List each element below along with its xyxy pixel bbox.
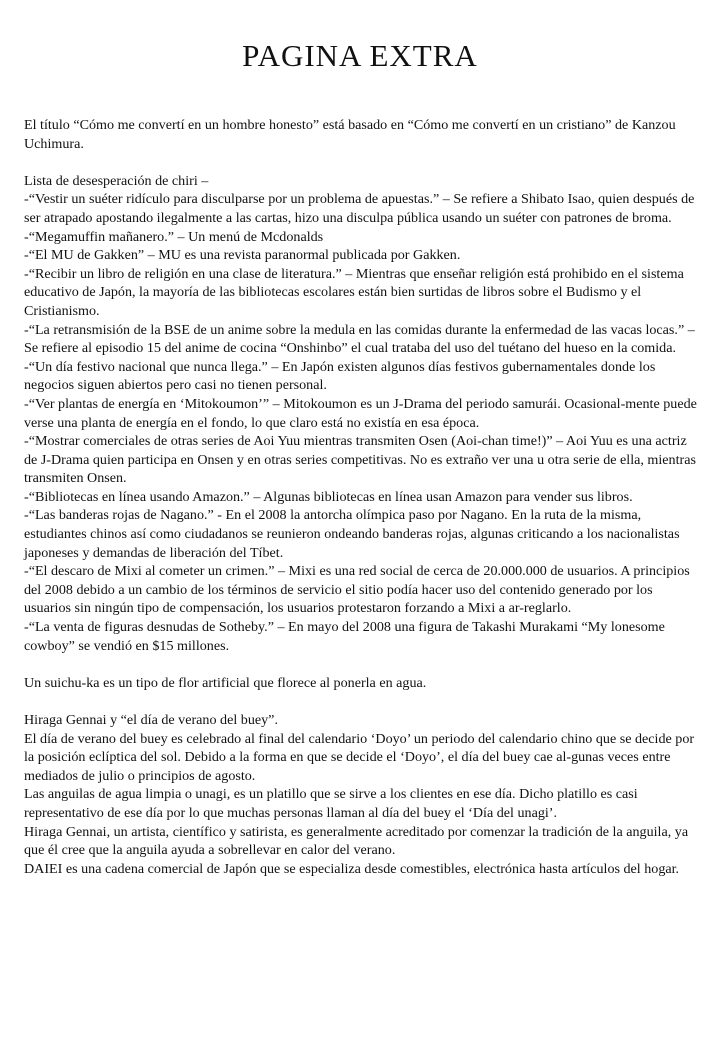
list-item: -“Las banderas rojas de Nagano.” - En el 2008 la antorcha olímpica paso por Nagano. En la ruta de la misma, estudiantes chinos así como ciudadanos se reunieron ondeando banderas rojas, algunas criticando a los nacionalistas japoneses y demandas de liberación del Tíbet. [24,507,680,561]
text-line: Las anguilas de agua limpia o unagi, es un platillo que se sirve a los clientes en ese día. Dicho platillo es casi representativo de ese día por lo que muchas personas llaman al día del buey el ‘Día del unagi’. [24,786,638,821]
paragraph-despair-list [24,172,700,655]
list-heading: Lista de desesperación de chiri – [24,172,209,189]
page-title: PAGINA EXTRA [242,38,478,73]
list-item: -“Bibliotecas en línea usando Amazon.” – Algunas bibliotecas en línea usan Amazon para vender sus libros. [24,488,633,505]
list-item: -“Mostrar comerciales de otras series de Aoi Yuu mientras transmiten Osen (Aoi-chan time!)” – Aoi Yuu es una actriz de J-Drama quien participa en Onsen y en otras series competitivas. No es extraño ver una u otra serie de ella, mientras transmiten Onsen. [24,433,696,487]
list-item: -“Megamuffin mañanero.” – Un menú de Mcdonalds [24,228,324,245]
text-line: DAIEI es una cadena comercial de Japón que se especializa desde comestibles, electrónica hasta artículos del hogar. [24,860,680,877]
text-line: El día de verano del buey es celebrado al final del calendario ‘Doyo’ un periodo del calendario chino que se decide por la posición eclíptica del sol. Debido a la forma en que se decide el ‘Doyo’, el día del buey cae al-gunas veces entre mediados de julio o principios de agosto. [24,730,695,784]
list-item: -“Un día festivo nacional que nunca llega.” – En Japón existen algunos días festivos gubernamentales donde los negocios siguen abiertos pero casi no tienen personal. [24,358,656,394]
document-body [24,116,700,897]
list-item: -“La venta de figuras desnudas de Sotheby.” – En mayo del 2008 una figura de Takashi Murakami “My lonesome cowboy” se vendió en $15 millones. [24,619,665,654]
paragraph-suichu-ka [24,674,700,693]
list-item: -“La retransmisión de la BSE de un anime sobre la medula en las comidas durante la enfermedad de las vacas locas.” – Se refiere al episodio 15 del anime de cocina “Onshinbo” el cual trataba del uso del tuétano del hueso en la comida. [24,321,695,357]
paragraph-hiraga-gennai [24,711,700,878]
section-heading: Hiraga Gennai y “el día de verano del buey”. [24,712,278,728]
list-item: -“Ver plantas de energía en ‘Mitokoumon’” – Mitokoumon es un J-Drama del periodo samurái. Ocasional-mente puede verse una planta de energía en el fondo, lo que claro está no existía en esa época. [24,395,697,431]
text-line: Un suichu-ka es un tipo de flor artificial que florece al ponerla en agua. [24,674,427,691]
text-line: El título “Cómo me convertí en un hombre honesto” está basado en “Cómo me convertí en un cristiano” de Kanzou Uchimura. [24,117,676,152]
list-item: -“El MU de Gakken” – MU es una revista paranormal publicada por Gakken. [24,247,461,264]
list-item: -“Vestir un suéter ridículo para disculparse por un problema de apuestas.” – Se refiere a Shibato Isao, quien después de ser atrapado apostando ilegalmente a las cartas, hizo una disculpa pública usando un suéter con patrones de broma. [24,191,695,226]
paragraph-intro [24,116,700,153]
list-item: -“El descaro de Mixi al cometer un crimen.” – Mixi es una red social de cerca de 20.000.000 de usuarios. A principios del 2008 debido a un cambio de los términos de servicio el sitio podía hacer uso del contenido generado por los usuarios sin ningún tipo de compensación, los usuarios protestaron forzando a Mixi a ar-reglarlo. [24,563,690,617]
text-line: Hiraga Gennai, un artista, científico y satirista, es generalmente acreditado por comenzar la tradición de la anguila, ya que él cree que la anguila ayuda a sobrellevar en calor del verano. [24,823,689,859]
list-item: -“Recibir un libro de religión en una clase de literatura.” – Mientras que enseñar religión está prohibido en el sistema educativo de Japón, la mayoría de las bibliotecas escolares están bien surtidas de libros sobre el Budismo y el Cristianismo. [24,265,684,319]
